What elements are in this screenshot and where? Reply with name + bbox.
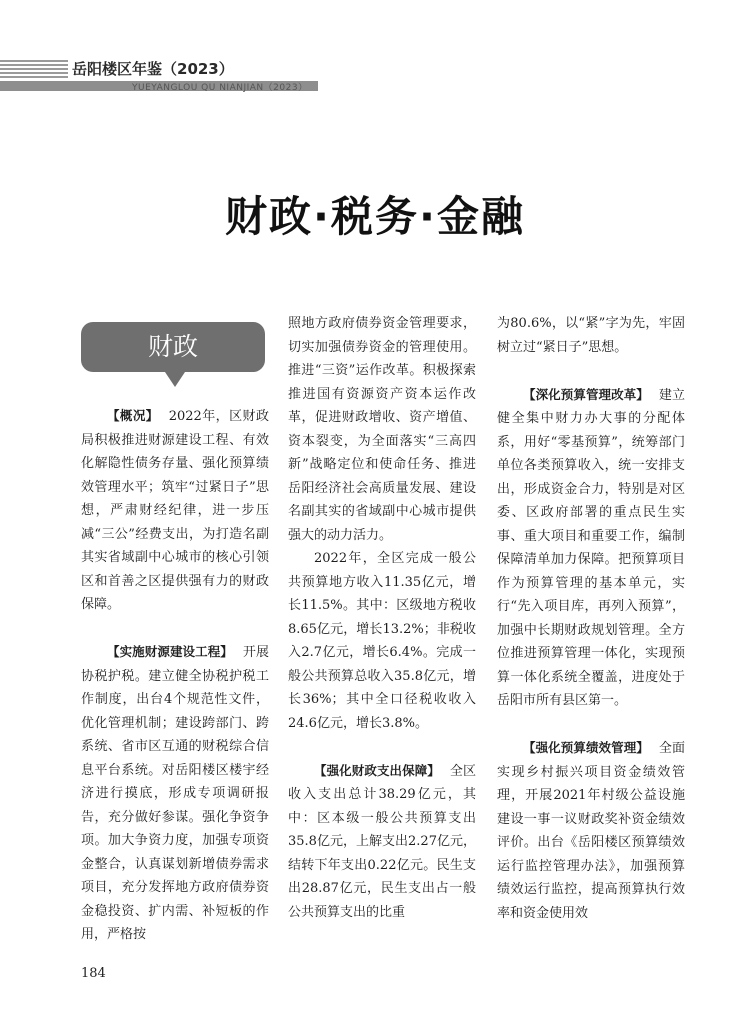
running-header-subtitle: YUEYANGLOU QU NIANJIAN（2023） xyxy=(132,83,308,93)
paragraph-performance xyxy=(497,736,685,925)
paragraph-text: 全区收入支出总计38.29亿元，其中：区本级一般公共预算支出35.8亿元，上解支出2.27亿元，结转下年支出0.22亿元。民生支出28.87亿元，民生支出占一般公共预算支出的比重 xyxy=(288,763,476,920)
paragraph-continued: 照地方政府债券资金管理要求，切实加强债券资金的管理使用。推进“三资”运作改革。积极探索推进国有资源资产资本运作改革，促进财政增收、资产增值、资本裂变，为全面落实“三高四新”战略定位和使命任务、推进岳阳经济社会高质量发展、建设名副其实的省域副中心城市提供强大的动力活力。 xyxy=(288,316,476,543)
keyword-heading: 【概况】 xyxy=(107,408,159,423)
keyword-heading: 【深化预算管理改革】 xyxy=(523,386,649,402)
paragraph-expenditure xyxy=(288,759,476,925)
text-column-1 xyxy=(81,404,269,947)
section-badge: 财政 xyxy=(81,322,265,372)
paragraph-revenue-building xyxy=(81,640,269,947)
paragraph-text: 全面实现乡村振兴项目资金绩效管理，开展2021年村级公益设施建设一事一议财政奖补资金绩效评价。出台《岳阳楼区预算绩效运行监控管理办法》，加强预算绩效运行监控，提高预算执行效率和资金使用效 xyxy=(497,741,685,921)
paragraph-continued: 为80.6%，以“紧”字为先，牢固树立过“紧日子”思想。 xyxy=(497,316,685,355)
keyword-heading: 【强化财政支出保障】 xyxy=(314,762,440,778)
chapter-title: 财政·税务·金融 xyxy=(225,192,525,241)
paragraph-overview xyxy=(81,404,269,617)
text-column-3 xyxy=(497,312,685,925)
header-decoration-lines xyxy=(0,60,68,82)
paragraph-text: 开展协税护税。建立健全协税护税工作制度，出台4个规范性文件，优化管理机制；建设跨部门、跨系统、省市区互通的财税综合信息平台系统。对岳阳楼区楼宇经济进行摸底，形成专项调研报告，充分做好参谋。强化争资争项。加大争资力度，加强专项资金整合，认真谋划新增债券需求项目，充分发挥地方政府债券资金稳投资、扩内需、补短板的作用，严格按 xyxy=(81,645,269,942)
paragraph-budget-reform xyxy=(497,383,685,713)
running-header-title: 岳阳楼区年鉴（2023） xyxy=(72,60,234,78)
keyword-heading: 【强化预算绩效管理】 xyxy=(523,740,649,755)
paragraph-text: 建立健全集中财力办大事的分配体系，用好“零基预算”，统筹部门单位各类预算收入，统一安排支出，形成资金合力，特别是对区委、区政府部署的重点民生实事、重大项目和重要工作，编制保障清单加力保障。把预算项目作为预算管理的基本单元，实行“先入项目库，再列入预算”，加强中长期财政规划管理。全方位推进预算管理一体化，实现预算一体化系统全覆盖，进度处于岳阳市所有县区第一。 xyxy=(497,387,685,708)
keyword-heading: 【实施财源建设工程】 xyxy=(107,644,233,659)
text-column-2 xyxy=(288,312,476,924)
paragraph-text: 2022年，区财政局积极推进财源建设工程、有效化解隐性债务存量、强化预算绩效管理水平；筑牢“过紧日子”思想，严肃财经纪律，进一步压减“三公”经费支出，为打造名副其实省域副中心城市的核心引领区和首善之区提供强有力的财政保障。 xyxy=(81,409,269,612)
paragraph-revenue-stats: 2022年，全区完成一般公共预算地方收入11.35亿元，增长11.5%。其中：区级地方税收8.65亿元，增长13.2%；非税收入2.7亿元，增长6.4%。完成一般公共预算总收入35.8亿元，增长36%；其中全口径税收收入24.6亿元，增长3.8%。 xyxy=(288,551,476,731)
page-number: 184 xyxy=(81,966,106,981)
